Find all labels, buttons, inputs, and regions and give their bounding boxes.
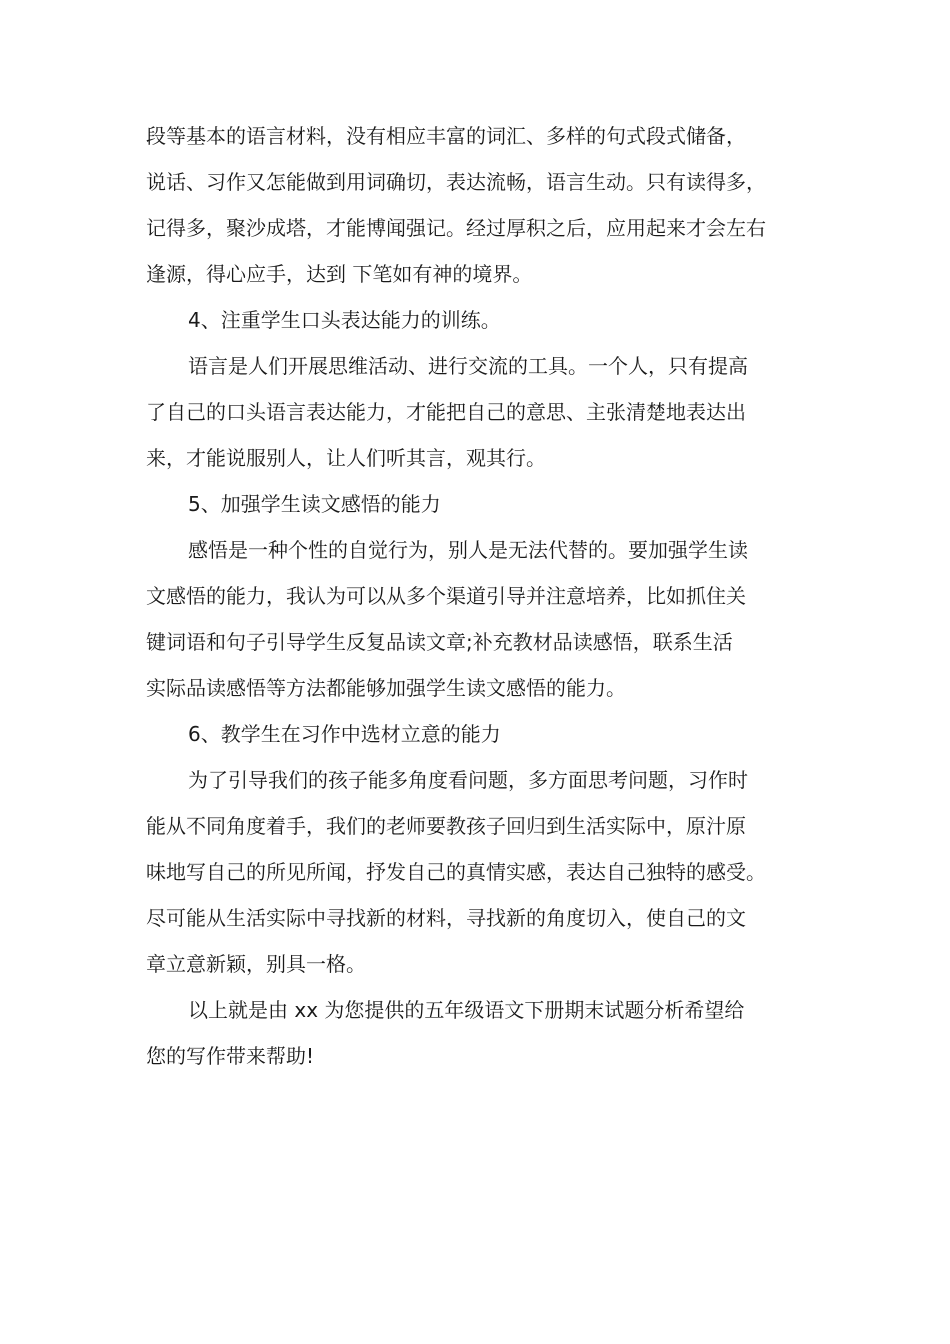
text-line: 来，才能说服别人，让人们听其言，观其行。 bbox=[146, 446, 546, 470]
text-line: 记得多，聚沙成塔，才能博闻强记。经过厚积之后，应用起来才会左右 bbox=[146, 216, 766, 240]
text-line: 感悟是一种个性的自觉行为，别人是无法代替的。要加强学生读 bbox=[188, 538, 748, 562]
text-line: 实际品读感悟等方法都能够加强学生读文感悟的能力。 bbox=[146, 676, 626, 700]
text-line: 键词语和句子引导学生反复品读文章;补充教材品读感悟，联系生活 bbox=[146, 630, 733, 654]
text-line: 了自己的口头语言表达能力，才能把自己的意思、主张清楚地表达出 bbox=[146, 400, 746, 424]
text-line: 尽可能从生活实际中寻找新的材料，寻找新的角度切入，使自己的文 bbox=[146, 906, 746, 930]
text-line: 段等基本的语言材料，没有相应丰富的词汇、多样的句式段式储备， bbox=[146, 124, 746, 148]
text-line: 说话、习作又怎能做到用词确切，表达流畅，语言生动。只有读得多， bbox=[146, 170, 766, 194]
document-body bbox=[146, 113, 826, 1079]
text-line: 章立意新颖，别具一格。 bbox=[146, 952, 366, 976]
section-heading-5: 5、加强学生读文感悟的能力 bbox=[188, 492, 441, 516]
text-line: 您的写作带来帮助! bbox=[146, 1044, 315, 1068]
text-line: 能从不同角度着手，我们的老师要教孩子回归到生活实际中，原汁原 bbox=[146, 814, 746, 838]
text-line: 语言是人们开展思维活动、进行交流的工具。一个人，只有提高 bbox=[188, 354, 748, 378]
section-heading-6: 6、教学生在习作中选材立意的能力 bbox=[188, 722, 501, 746]
text-line: 为了引导我们的孩子能多角度看问题，多方面思考问题，习作时 bbox=[188, 768, 748, 792]
section-heading-4: 4、注重学生口头表达能力的训练。 bbox=[188, 308, 501, 332]
text-line: 以上就是由 xx 为您提供的五年级语文下册期末试题分析希望给 bbox=[188, 998, 745, 1022]
text-line: 文感悟的能力，我认为可以从多个渠道引导并注意培养，比如抓住关 bbox=[146, 584, 746, 608]
text-line: 逢源，得心应手，达到 下笔如有神的境界。 bbox=[146, 262, 533, 286]
text-line: 味地写自己的所见所闻，抒发自己的真情实感，表达自己独特的感受。 bbox=[146, 860, 766, 884]
